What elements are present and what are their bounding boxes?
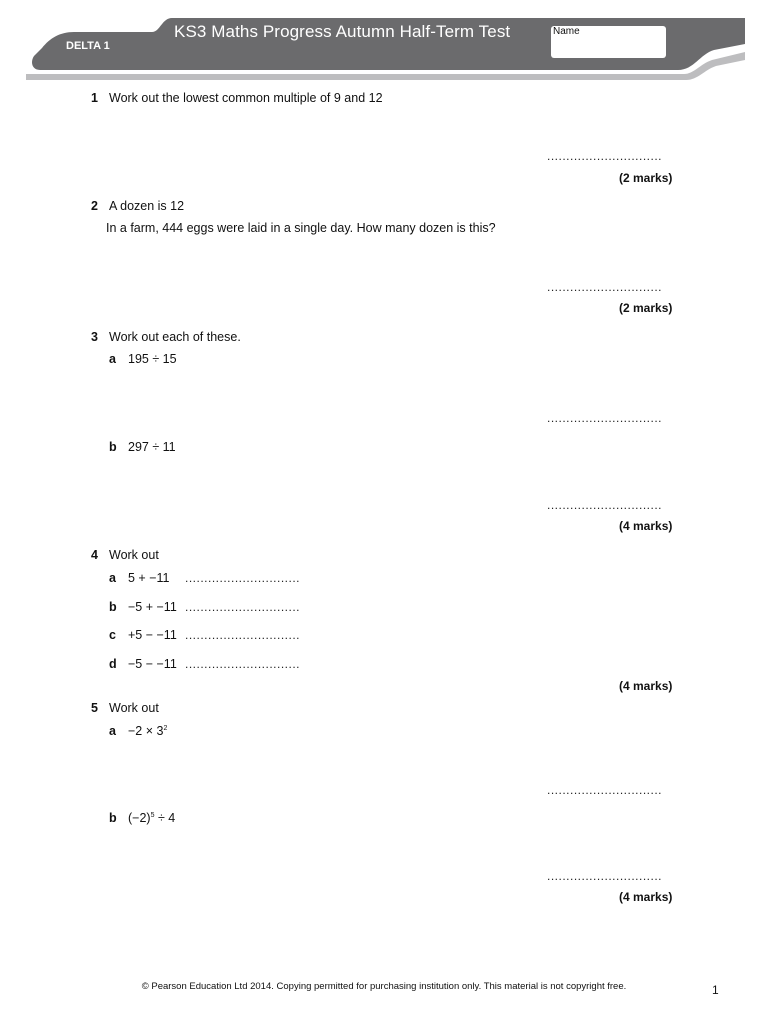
- question-3a-expression: 195 ÷ 15: [128, 352, 177, 366]
- question-3-number: 3: [91, 330, 98, 344]
- question-5b-label: b: [109, 811, 117, 825]
- question-3-text: Work out each of these.: [109, 330, 241, 344]
- question-1-text: Work out the lowest common multiple of 9 and 12: [109, 91, 383, 105]
- question-1-number: 1: [91, 91, 98, 105]
- answer-line-q4d[interactable]: ..............................: [185, 657, 301, 671]
- question-4d-expression: −5 − −11: [128, 657, 177, 671]
- marks-q1: (2 marks): [619, 171, 673, 185]
- answer-line-q5a[interactable]: ..............................: [547, 783, 663, 797]
- answer-line-q5b[interactable]: ..............................: [547, 869, 663, 883]
- question-5a-exponent: 2: [163, 724, 168, 732]
- question-5b-base: (−2): [128, 811, 151, 825]
- page-number: 1: [712, 983, 719, 997]
- question-5b-tail: ÷ 4: [154, 811, 176, 825]
- question-2-text: A dozen is 12: [109, 199, 185, 213]
- question-3b-expression: 297 ÷ 11: [128, 440, 176, 454]
- question-4c-label: c: [109, 628, 116, 642]
- marks-q3: (4 marks): [619, 519, 673, 533]
- answer-line-q3a[interactable]: ..............................: [547, 411, 663, 425]
- copyright-text: © Pearson Education Ltd 2014. Copying permitted for purchasing institution only. This material is not copyright free.: [141, 981, 627, 992]
- footer-copyright: [0, 981, 768, 992]
- marks-q4: (4 marks): [619, 679, 673, 693]
- question-3a-label: a: [109, 352, 116, 366]
- answer-line-q4c[interactable]: ..............................: [185, 628, 301, 642]
- answer-line-q4b[interactable]: ..............................: [185, 600, 301, 614]
- marks-q5: (4 marks): [619, 890, 673, 904]
- name-label: Name: [553, 26, 580, 37]
- question-5a-label: a: [109, 724, 116, 738]
- question-5-number: 5: [91, 701, 98, 715]
- question-5b-expression: [128, 811, 175, 825]
- question-4b-expression: −5 + −11: [128, 600, 177, 614]
- question-2-number: 2: [91, 199, 98, 213]
- header-level-badge: DELTA 1: [66, 40, 110, 52]
- answer-line-q2[interactable]: ..............................: [547, 280, 663, 294]
- name-field[interactable]: [551, 26, 666, 58]
- answer-line-q4a[interactable]: ..............................: [185, 571, 301, 585]
- question-3b-label: b: [109, 440, 117, 454]
- answer-line-q3b[interactable]: ..............................: [547, 498, 663, 512]
- question-4a-label: a: [109, 571, 116, 585]
- question-4a-expression: 5 + −11: [128, 571, 170, 585]
- question-4b-label: b: [109, 600, 117, 614]
- question-4-text: Work out: [109, 548, 159, 562]
- header-title: KS3 Maths Progress Autumn Half-Term Test: [174, 22, 511, 41]
- question-4c-expression: +5 − −11: [128, 628, 177, 642]
- question-5-text: Work out: [109, 701, 159, 715]
- question-5b-exponent: 5: [150, 811, 155, 819]
- marks-q2: (2 marks): [619, 301, 673, 315]
- question-2-text-line2: In a farm, 444 eggs were laid in a single day. How many dozen is this?: [106, 221, 496, 235]
- question-5a-expression: [128, 724, 167, 738]
- question-5a-base: −2 × 3: [128, 724, 164, 738]
- question-4-number: 4: [91, 548, 98, 562]
- answer-line-q1[interactable]: ..............................: [547, 149, 663, 163]
- question-4d-label: d: [109, 657, 117, 671]
